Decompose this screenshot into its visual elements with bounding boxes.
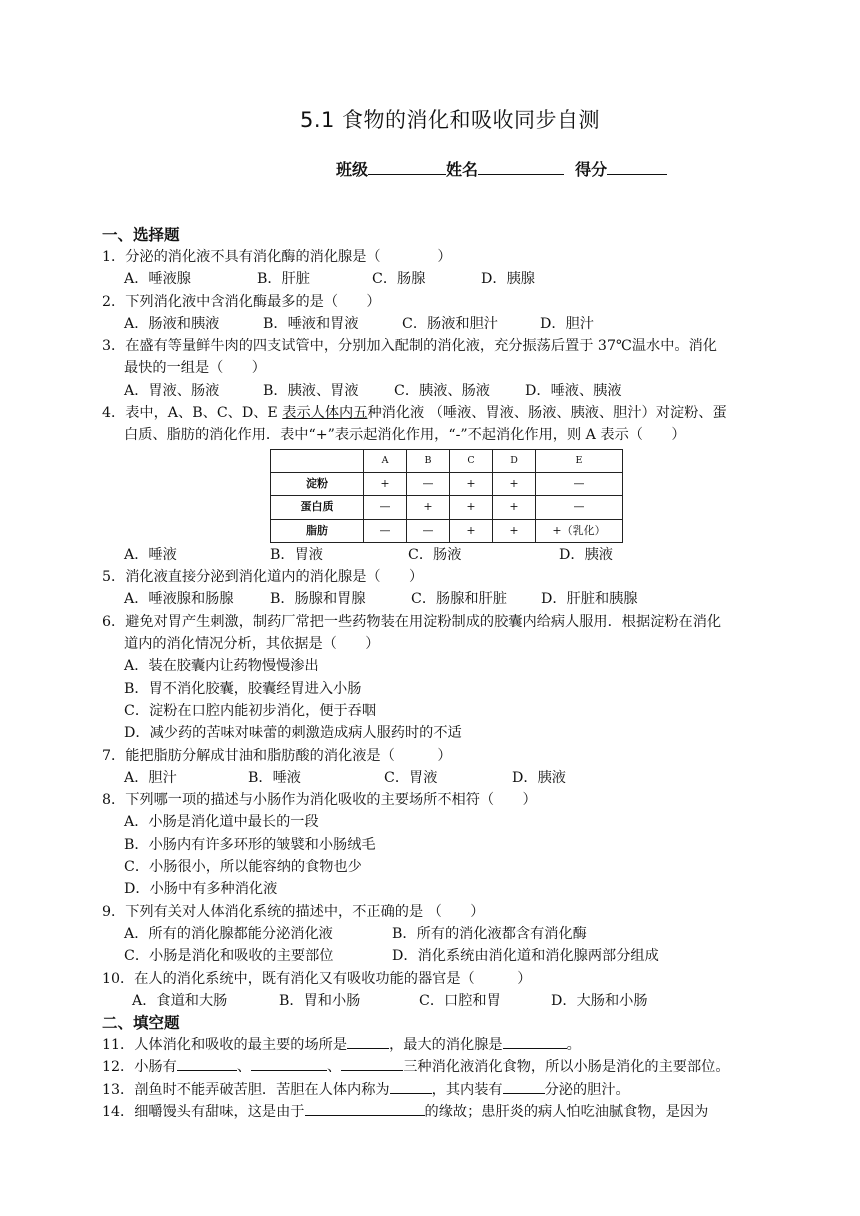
underlined-text: 表示人体内五 [282, 405, 368, 422]
question-11 [102, 1034, 762, 1056]
option-b[interactable]: B．小肠内有许多环形的皱襞和小肠绒毛 [124, 836, 376, 853]
option-b[interactable]: B．胃液 [270, 546, 323, 563]
question-13 [102, 1079, 762, 1101]
question-8 [102, 789, 762, 900]
score-label: 得分 [575, 160, 608, 179]
table-cell: — [536, 472, 623, 495]
score-blank[interactable] [607, 160, 667, 175]
question-text-line-1: 3．在盛有等量鲜牛肉的四支试管中，分别加入配制的消化液，充分振荡后置于 37℃温水中。消化 [102, 338, 717, 355]
option-c[interactable]: C．肠液 [408, 546, 462, 563]
text-part: ，最大的消化腺是 [389, 1037, 503, 1054]
option-b[interactable]: B．胃不消化胶囊，胶囊经胃进入小肠 [124, 680, 362, 697]
table-cell: + [450, 496, 493, 519]
text-part: 分泌的胆汁。 [544, 1081, 630, 1098]
table-cell: + [407, 496, 450, 519]
answer-blank[interactable] [503, 1080, 545, 1094]
table-cell: + [450, 472, 493, 495]
question-6 [102, 611, 762, 745]
text-part: 、 [236, 1059, 252, 1076]
option-a[interactable]: A．所有的消化腺都能分泌消化液 [124, 925, 333, 942]
option-a[interactable]: A．唾液 [124, 546, 177, 563]
question-12 [102, 1056, 762, 1078]
table-cell: — [536, 496, 623, 519]
option-d[interactable]: D．消化系统由消化道和消化腺两部分组成 [392, 948, 659, 965]
section-heading-choice: 一、选择题 [102, 226, 180, 244]
option-c[interactable]: C．小肠很小，所以能容纳的食物也少 [124, 859, 362, 876]
table-row [271, 496, 623, 519]
option-a[interactable]: A．食道和大肠 [132, 992, 228, 1009]
option-a[interactable]: A．肠液和胰液 [124, 315, 220, 332]
question-text-line-2: 道内的消化情况分析，其依据是（ ） [124, 636, 380, 653]
table-row [271, 519, 623, 542]
table-cell: — [364, 519, 407, 542]
name-blank[interactable] [478, 160, 564, 175]
option-c[interactable]: C．肠腺和肝脏 [411, 591, 507, 608]
row-label: 蛋白质 [271, 496, 364, 519]
question-text: 10．在人的消化系统中，既有消化又有吸收功能的器官是（ ） [102, 970, 532, 987]
text-part: 11．人体消化和吸收的最主要的场所是 [102, 1037, 348, 1054]
option-d[interactable]: D．肝脏和胰腺 [541, 591, 638, 608]
table-header: E [536, 449, 623, 472]
options [102, 767, 762, 789]
options [102, 588, 762, 610]
option-a[interactable]: A．胆汁 [124, 769, 177, 786]
option-a[interactable]: A．唾液腺 [124, 271, 191, 288]
table-header: C [450, 449, 493, 472]
question-text: 2．下列消化液中含消化酶最多的是（ ） [102, 293, 381, 310]
row-label: 淀粉 [271, 472, 364, 495]
option-c[interactable]: C．淀粉在口腔内能初步消化，便于吞咽 [124, 702, 377, 719]
option-d[interactable]: D．胰腺 [481, 271, 535, 288]
question-2 [102, 291, 762, 336]
table-cell: — [407, 519, 450, 542]
options [102, 544, 762, 566]
options [102, 313, 762, 335]
option-d[interactable]: D．唾液、胰液 [525, 382, 622, 399]
table-cell: + [364, 472, 407, 495]
text-part: 14．细嚼馒头有甜味，这是由于 [102, 1103, 305, 1120]
text-part: 、 [327, 1059, 342, 1076]
answer-blank[interactable] [305, 1102, 425, 1116]
question-text: 1．分泌的消化液不具有消化酶的消化腺是（ ） [102, 249, 452, 265]
answer-blank[interactable] [341, 1057, 403, 1071]
text-part: ，其内装有 [431, 1081, 503, 1098]
text-part: 13．剖鱼时不能弄破苦胆．苦胆在人体内称为 [102, 1081, 390, 1098]
name-label: 姓名 [446, 160, 479, 179]
worksheet-content [102, 224, 762, 1123]
text-part: 4．表中，A、B、C、D、E [102, 405, 283, 422]
question-text: 5．消化液直接分泌到消化道内的消化腺是（ ） [102, 569, 424, 586]
option-b[interactable]: B．所有的消化液都含有消化酶 [392, 925, 587, 942]
table-row [271, 472, 623, 495]
answer-blank[interactable] [251, 1057, 327, 1071]
student-info [336, 157, 667, 180]
question-4 [102, 402, 762, 566]
question-text-line-2: 白质、脂肪的消化作用．表中“+”表示起消化作用，“-”不起消化作用，则 A 表示（ ） [124, 427, 686, 444]
answer-blank[interactable] [177, 1057, 237, 1071]
table-header: B [407, 449, 450, 472]
options-row-2 [102, 945, 762, 967]
question-text: 8．下列哪一项的描述与小肠作为消化吸收的主要场所不相符（ ） [102, 792, 537, 809]
answer-blank[interactable] [390, 1080, 432, 1094]
options-row-1 [102, 923, 762, 945]
answer-blank[interactable] [503, 1035, 567, 1049]
table-cell: + [450, 519, 493, 542]
options [102, 990, 762, 1012]
question-text: 7．能把脂肪分解成甘油和脂肪酸的消化液是（ ） [102, 747, 452, 764]
option-a[interactable]: A．胃液、肠液 [124, 382, 220, 399]
answer-blank[interactable] [347, 1035, 389, 1049]
question-5 [102, 566, 762, 611]
question-10 [102, 968, 762, 1013]
section-heading-fill: 二、填空题 [102, 1014, 180, 1033]
option-a[interactable]: A．装在胶囊内让药物慢慢渗出 [124, 658, 319, 675]
option-b[interactable]: B．胰液、胃液 [263, 382, 359, 399]
question-text-line-1 [102, 402, 762, 424]
options [102, 380, 762, 402]
table-header: D [493, 449, 536, 472]
option-c[interactable]: C．肠腺 [372, 271, 426, 288]
option-c[interactable]: C．胃液 [384, 769, 438, 786]
option-c[interactable]: C．口腔和胃 [419, 992, 501, 1009]
table-cell: + [493, 496, 536, 519]
option-d[interactable]: D．胰液 [559, 546, 613, 563]
option-b[interactable]: B．肝脏 [257, 271, 310, 288]
option-d[interactable]: D．减少药的苦味对味蕾的刺激造成病人服药时的不适 [124, 725, 462, 742]
page-title: 5.1 食物的消化和吸收同步自测 [299, 108, 601, 132]
question-text-line-1: 6．避免对胃产生刺激，制药厂常把一些药物装在用淀粉制成的胶囊内给病人服用．根据淀粉在消化 [102, 613, 722, 630]
option-d[interactable]: D．大肠和小肠 [551, 992, 648, 1009]
question-text-line-2: 最快的一组是（ ） [124, 360, 266, 377]
option-d[interactable]: D．胰液 [512, 769, 566, 786]
option-b[interactable]: B．肠腺和胃腺 [270, 591, 366, 608]
option-c[interactable]: C．肠液和胆汁 [402, 315, 498, 332]
table-corner [271, 449, 364, 472]
question-1 [102, 246, 762, 291]
table-header-row [271, 449, 623, 472]
question-9 [102, 901, 762, 968]
table-cell: — [364, 496, 407, 519]
question-14 [102, 1101, 762, 1123]
text-part: 12．小肠有 [102, 1059, 177, 1076]
option-a[interactable]: A．小肠是消化道中最长的一段 [124, 814, 319, 831]
text-part: 种消化液 （唾液、胃液、肠液、胰液、胆汁）对淀粉、蛋 [367, 405, 727, 422]
option-b[interactable]: B．唾液 [248, 769, 301, 786]
option-a[interactable]: A．唾液腺和肠腺 [124, 591, 234, 608]
row-label: 脂肪 [271, 519, 364, 542]
text-part: 三种消化液消化食物，所以小肠是消化的主要部位。 [403, 1059, 730, 1076]
option-d[interactable]: D．小肠中有多种消化液 [124, 881, 278, 898]
digestion-table [270, 449, 623, 543]
question-7 [102, 745, 762, 790]
option-c[interactable]: C．胰液、肠液 [394, 382, 490, 399]
table-cell: + [493, 472, 536, 495]
option-d[interactable]: D．胆汁 [540, 315, 594, 332]
option-b[interactable]: B．胃和小肠 [279, 992, 361, 1009]
text-part: 。 [566, 1037, 581, 1054]
options [102, 268, 762, 290]
table-cell: +（乳化） [536, 519, 623, 542]
option-c[interactable]: C．小肠是消化和吸收的主要部位 [124, 948, 334, 965]
text-part: 的缘故；患肝炎的病人怕吃油腻食物，是因为 [424, 1103, 709, 1120]
class-label: 班级 [336, 160, 369, 179]
table-cell: + [493, 519, 536, 542]
question-3 [102, 335, 762, 402]
table-header: A [364, 449, 407, 472]
question-text: 9．下列有关对人体消化系统的描述中，不正确的是 （ ） [102, 903, 485, 920]
option-b[interactable]: B．唾液和胃液 [263, 315, 359, 332]
class-blank[interactable] [368, 160, 446, 175]
table-cell: — [407, 472, 450, 495]
